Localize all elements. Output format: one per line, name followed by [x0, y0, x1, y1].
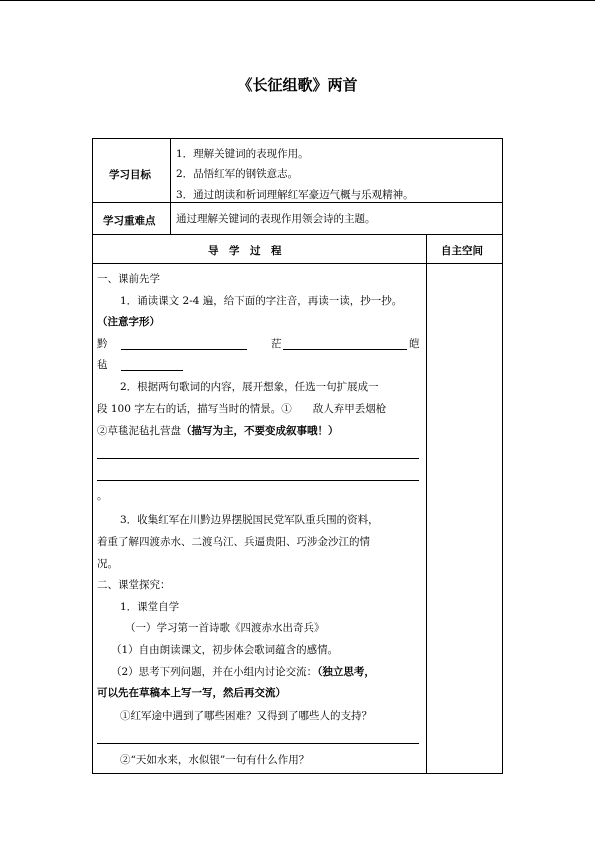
pinyin-char: 黔 [97, 338, 108, 350]
pinyin-char: 茫 [271, 338, 282, 350]
pre-note: （注意字形） [97, 316, 160, 328]
key-text: 通过理解关键词的表现作用领会诗的主题。 [176, 213, 376, 225]
step-2 [111, 665, 375, 679]
pre-item-3: 着重了解四渡赤水、二渡乌江、兵逼贵阳、巧涉金沙江的情 [97, 536, 370, 548]
section-heading: 二、课堂探究： [97, 579, 171, 591]
study-guide-table [92, 138, 503, 774]
question-1: ①红军途中遇到了哪些困难？又得到了哪些人的支持？ [120, 710, 372, 722]
pre-item-3: 况。 [97, 558, 118, 570]
goal-item: 2．品悟红军的钢铁意志。 [176, 168, 299, 180]
row-divider [93, 234, 502, 235]
class-sub-1: 1．课堂自学 [120, 601, 180, 613]
question-2: ②“天如水来，水似银”一句有什么作用？ [120, 754, 310, 766]
answer-line[interactable] [97, 743, 419, 744]
pre-item-2: 2．根据两句歌词的内容，展开想象，任选一句扩展成一 [120, 381, 379, 393]
row-divider [93, 202, 502, 203]
pre-item-2-text: ②草毯泥毡扎营盘 [97, 425, 181, 437]
answer-line[interactable] [97, 458, 419, 459]
goal-item: 1．理解关键词的表现作用。 [176, 148, 309, 160]
page-title: 《长征组歌》两首 [237, 76, 358, 94]
row-divider [93, 263, 502, 264]
goals-label: 学习目标 [109, 169, 151, 181]
step-2-hint-cont: 可以先在草稿本上写一写，然后再交流） [97, 687, 286, 699]
step-2-hint: （独立思考， [317, 666, 375, 678]
key-label: 学习重难点 [103, 215, 156, 227]
poem-title: （一）学习第一首诗歌《四渡赤水出奇兵》 [125, 622, 325, 634]
end-mark: 。 [97, 490, 108, 502]
pre-item-1: 1．诵读课文 2-4 遍，给下面的字注音，再读一读，抄一抄。 [120, 295, 403, 307]
pre-item-3: 3．收集红军在川黔边界摆脱国民党军队重兵围的资料， [120, 514, 379, 526]
answer-blank[interactable] [283, 349, 407, 350]
pre-item-2 [97, 424, 339, 438]
answer-blank[interactable] [121, 349, 247, 350]
pinyin-char: 毡 [97, 359, 108, 371]
page-top-rule [0, 0, 595, 1]
pinyin-char: 皑 [409, 338, 420, 350]
answer-line[interactable] [97, 480, 419, 481]
section-heading: 一、课前先学 [97, 273, 160, 285]
goal-item: 3．通过朗读和析词理解红军豪迈气概与乐观精神。 [176, 189, 414, 201]
space-header: 自主空间 [441, 245, 483, 257]
answer-blank[interactable] [121, 370, 183, 371]
step-2-text: （2）思考下列问题，并在小组内讨论交流： [111, 666, 318, 678]
pre-item-2: 段 100 字左右的话，描写当时的情景。① 敌人弃甲丢烟枪 [97, 403, 387, 415]
process-header: 导 学 过 程 [208, 245, 282, 257]
col-divider [170, 139, 171, 234]
col-divider [426, 234, 427, 773]
step-1: （1）自由朗读课文，初步体会歌词蕴含的感情。 [111, 644, 339, 656]
pre-item-2-hint: （描写为主，不要变成叙事哦！） [181, 425, 339, 437]
